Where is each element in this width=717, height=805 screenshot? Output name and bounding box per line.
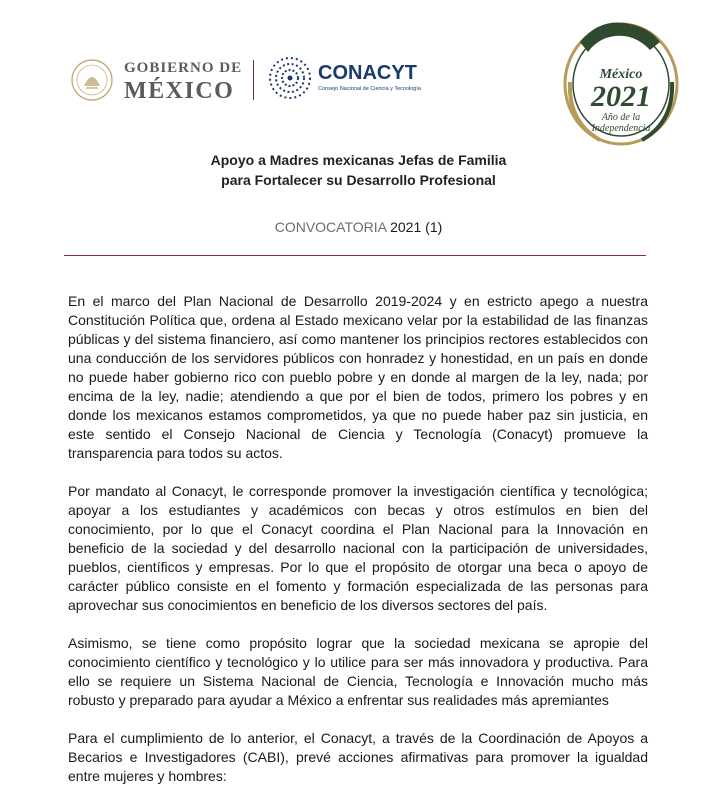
national-seal-icon <box>68 58 116 102</box>
title-line-2: para Fortalecer su Desarrollo Profesional <box>221 172 496 188</box>
gobierno-de-mexico-logo <box>68 54 243 106</box>
emblem-text-year: 2021 <box>591 80 651 113</box>
emblem-text-mexico: México <box>599 67 643 82</box>
paragraph: En el marco del Plan Nacional de Desarrollo 2019-2024 y en estricto apego a nuestra Constitución Política que, ordena al Estado mexicano velar por la estabilidad de las finanzas públicas y del sistema financiero, así como mantener los principios rectores establecidos con una conducción de los servidores públicos con honradez y honestidad, en un país en donde no puede haber gobierno rico con pueblo pobre y en donde al margen de la ley, nada; por encima de la ley, nadie; atendiendo a que por el bien de todos, primero los pobres y en donde los mexicanos estamos comprometidos, ya que no puede haber paz sin justicia, en este sentido el Consejo Nacional de Ciencia y Tecnología (Conacyt) promueve la transparencia para todos su actos. <box>68 293 648 461</box>
paragraph: Para el cumplimiento de lo anterior, el Conacyt, a través de la Coordinación de Apoyos a Becarios e Investigadores (CABI), prevé acciones afirmativas para promover la igualdad entre mujeres y hombres: <box>68 730 648 784</box>
convocatoria-label: CONVOCATORIA <box>274 219 387 235</box>
document-body <box>68 292 648 805</box>
title-line-1: Apoyo a Madres mexicanas Jefas de Familia <box>210 152 507 168</box>
convocatoria-year: 2021 <box>390 219 422 235</box>
mexico-text: MÉXICO <box>124 78 235 104</box>
convocatoria-number: (1) <box>425 219 443 235</box>
document-header <box>0 0 717 150</box>
emblem-text-independencia: Independencia <box>591 123 651 134</box>
document-title <box>0 150 717 190</box>
conacyt-name: CONACYT <box>318 62 417 84</box>
logo-divider <box>253 60 254 100</box>
paragraph: Asimismo, se tiene como propósito lograr que la sociedad mexicana se apropie del conocimiento científico y tecnológico y lo utilice para ser más innovadora y productiva. Para ello se requiere un Sistema Nacional de Ciencia, Tecnología e Innovación mucho más robusto y preparado para ayudar a México a enfrentar sus realidades más apremiantes <box>68 635 648 708</box>
mexico-2021-emblem <box>560 12 682 150</box>
section-divider <box>64 255 646 256</box>
emblem-text-ano: Año de la <box>601 112 641 123</box>
conacyt-subtitle: Consejo Nacional de Ciencia y Tecnología <box>318 86 421 92</box>
conacyt-dots-icon <box>268 56 312 100</box>
gobierno-text: GOBIERNO DE <box>124 60 243 76</box>
paragraph: Por mandato al Conacyt, le corresponde promover la investigación científica y tecnológica; apoyar a los estudiantes y académicos con becas y otros estímulos en bien del conocimiento, por lo que el Conacyt coordina el Plan Nacional para la Innovación en beneficio de la sociedad y del desarrollo nacional con la participación de universidades, pueblos, científicos y empresas. Por lo que el propósito de otorgar una beca o apoyo de carácter público consiste en el fomento y formación especializada de las personas para aprovechar sus conocimientos en beneficio de los diversos sectores del país. <box>68 483 648 613</box>
convocatoria-heading <box>0 218 717 236</box>
conacyt-logo <box>268 56 428 106</box>
